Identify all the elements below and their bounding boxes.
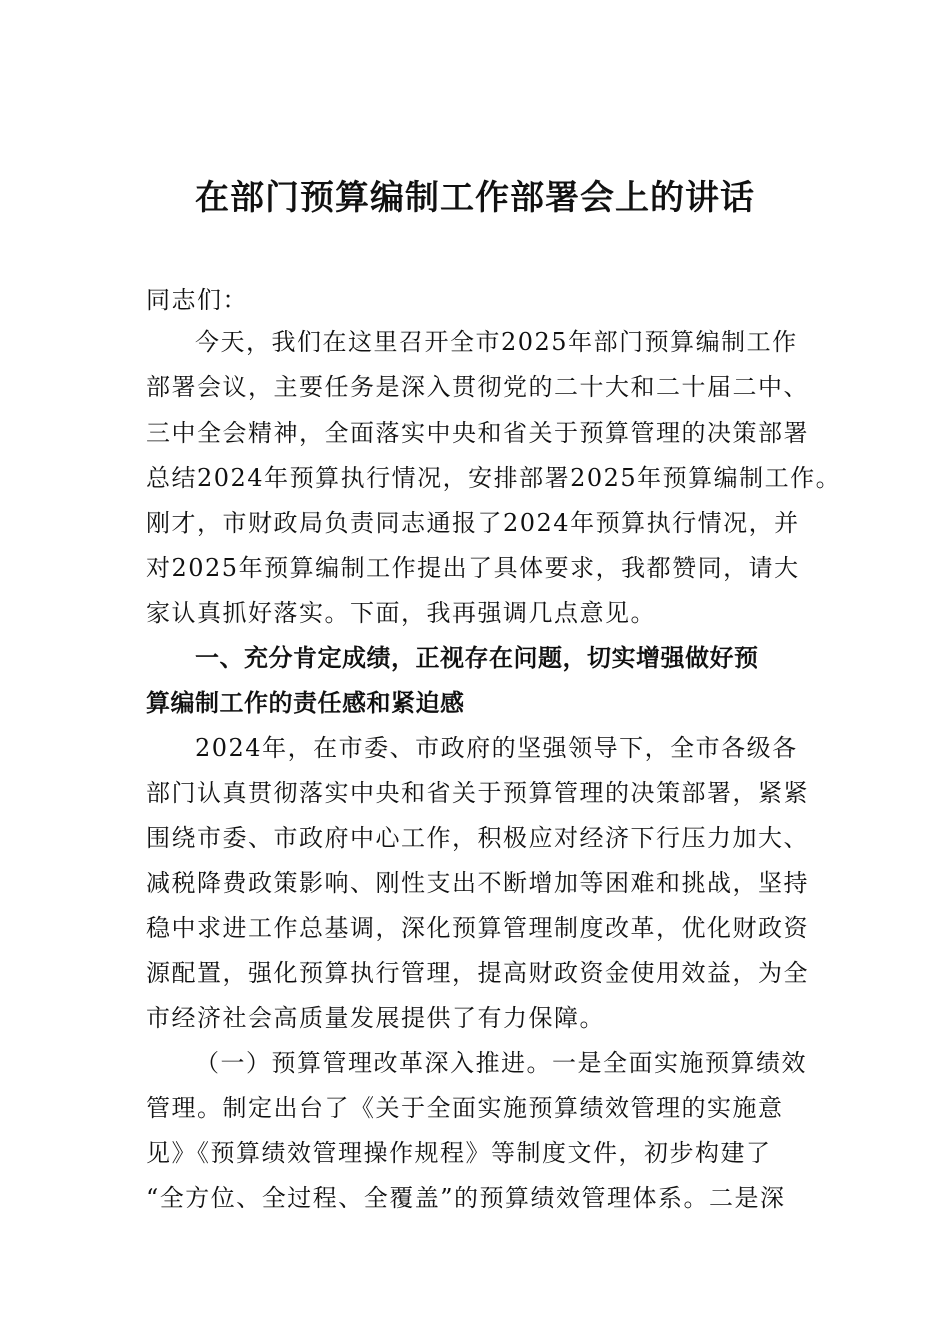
paragraph-line: 今天，我们在这里召开全市2025年部门预算编制工作 xyxy=(195,328,798,356)
paragraph-line: 部门认真贯彻落实中央和省关于预算管理的决策部署，紧紧 xyxy=(146,779,809,807)
paragraph-line: 减税降费政策影响、刚性支出不断增加等困难和挑战，坚持 xyxy=(146,869,809,897)
paragraph-line: 家认真抓好落实。下面，我再强调几点意见。 xyxy=(146,599,656,627)
paragraph-line: 围绕市委、市政府中心工作，积极应对经济下行压力加大、 xyxy=(146,824,809,852)
paragraph-line: 2024年，在市委、市政府的坚强领导下，全市各级各 xyxy=(195,734,798,762)
section-heading: 算编制工作的责任感和紧迫感 xyxy=(146,689,465,717)
paragraph-line: 刚才，市财政局负责同志通报了2024年预算执行情况，并 xyxy=(146,509,800,537)
paragraph-line: 对2025年预算编制工作提出了具体要求，我都赞同，请大 xyxy=(146,554,800,582)
document-title: 在部门预算编制工作部署会上的讲话 xyxy=(195,178,755,218)
paragraph-line: （一）预算管理改革深入推进。一是全面实施预算绩效 xyxy=(195,1049,807,1077)
paragraph-line: 部署会议，主要任务是深入贯彻党的二十大和二十届二中、 xyxy=(146,373,809,401)
paragraph-line: “全方位、全过程、全覆盖”的预算绩效管理体系。二是深 xyxy=(146,1184,786,1212)
paragraph-line: 市经济社会高质量发展提供了有力保障。 xyxy=(146,1004,605,1032)
paragraph-line: 三中全会精神，全面落实中央和省关于预算管理的决策部署 xyxy=(146,419,809,447)
paragraph-line: 管理。制定出台了《关于全面实施预算绩效管理的实施意 xyxy=(146,1094,784,1122)
paragraph-line: 源配置，强化预算执行管理，提高财政资金使用效益，为全 xyxy=(146,959,809,987)
paragraph-line: 稳中求进工作总基调，深化预算管理制度改革，优化财政资 xyxy=(146,914,809,942)
salutation: 同志们： xyxy=(146,286,248,314)
section-heading: 一、充分肯定成绩，正视存在问题，切实增强做好预 xyxy=(195,644,759,672)
paragraph-line: 见》《预算绩效管理操作规程》等制度文件，初步构建了 xyxy=(146,1139,772,1167)
paragraph-line: 总结2024年预算执行情况，安排部署2025年预算编制工作。 xyxy=(146,464,842,492)
